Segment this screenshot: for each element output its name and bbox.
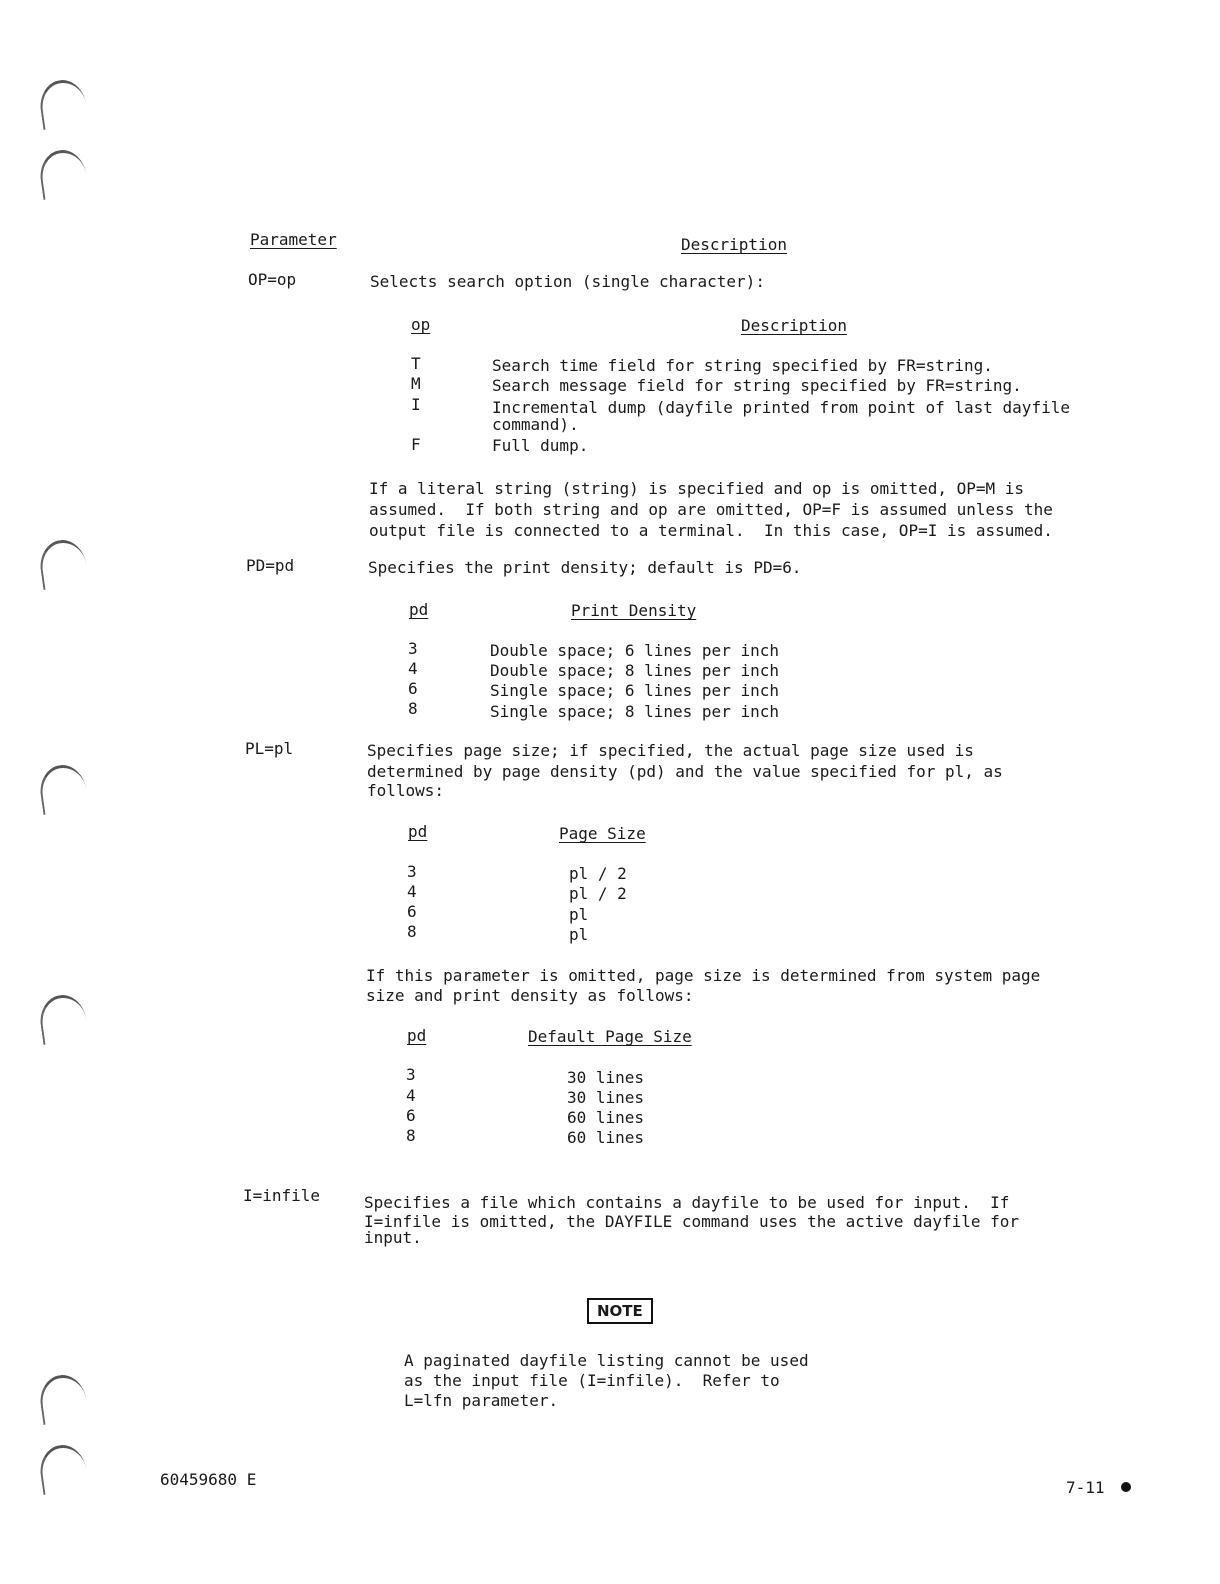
pl-table2-row-key: 6 — [406, 1106, 416, 1125]
pd-row-desc: Double space; 8 lines per inch — [490, 661, 779, 680]
footer-page-number: 7-11 — [1066, 1478, 1105, 1497]
binder-hole — [37, 147, 89, 200]
binder-hole — [37, 1442, 89, 1495]
pl-table2-row-desc: 60 lines — [567, 1108, 645, 1127]
param-infile-desc-line: I=infile is omitted, the DAYFILE command uses the active dayfile for — [364, 1212, 1020, 1231]
pd-row-key: 6 — [408, 679, 418, 698]
pd-row-key: 3 — [408, 639, 418, 658]
param-pl-intro-line: Specifies page size; if specified, the actual page size used is — [367, 741, 974, 760]
op-row-key: I — [411, 395, 421, 414]
footer-doc-number: 60459680 E — [160, 1470, 257, 1489]
note-label: NOTE — [587, 1298, 653, 1324]
pd-row-key: 4 — [408, 659, 418, 678]
op-row-key: F — [411, 435, 421, 454]
pd-table-head-key: pd — [409, 600, 429, 619]
param-pl-intro-line: determined by page density (pd) and the value specified for pl, as — [367, 762, 1003, 781]
pl-table1-head-desc: Page Size — [559, 824, 646, 843]
pl-para-line: If this parameter is omitted, page size is determined from system page — [366, 966, 1041, 985]
pl-table2-head-key: pd — [407, 1026, 427, 1045]
binder-hole — [37, 762, 89, 815]
op-row-desc: Incremental dump (dayfile printed from point of last dayfile — [492, 398, 1070, 417]
pd-table-head-desc: Print Density — [571, 601, 697, 620]
pl-table2-row-desc: 30 lines — [567, 1068, 645, 1087]
op-para-line: output file is connected to a terminal. In this case, OP=I is assumed. — [369, 521, 1053, 540]
column-header-parameter: Parameter — [250, 230, 337, 249]
pl-table1-row-desc: pl / 2 — [569, 864, 627, 883]
pl-table2-head-desc: Default Page Size — [528, 1027, 692, 1046]
pd-row-desc: Single space; 6 lines per inch — [490, 681, 779, 700]
param-op-name: OP=op — [248, 270, 297, 289]
pl-table2-row-desc: 30 lines — [567, 1088, 645, 1107]
param-pd-name: PD=pd — [246, 556, 295, 575]
note-text-line: A paginated dayfile listing cannot be used — [404, 1351, 809, 1370]
pd-row-key: 8 — [408, 699, 418, 718]
pl-table2-row-key: 4 — [406, 1086, 416, 1105]
param-pd-intro: Specifies the print density; default is PD=6. — [368, 558, 802, 577]
op-row-desc: Search time field for string specified by FR=string. — [492, 356, 993, 375]
op-row-desc: command). — [492, 415, 579, 434]
pl-table1-row-key: 4 — [407, 882, 417, 901]
pl-table1-head-key: pd — [408, 822, 428, 841]
pl-table1-row-desc: pl / 2 — [569, 884, 627, 903]
param-infile-desc-line: input. — [364, 1228, 422, 1247]
column-header-description: Description — [681, 235, 787, 254]
op-row-desc: Full dump. — [492, 436, 589, 455]
op-row-desc: Search message field for string specified by FR=string. — [492, 376, 1022, 395]
binder-hole — [37, 1372, 89, 1425]
pl-table2-row-key: 8 — [406, 1126, 416, 1145]
bullet-icon — [1121, 1482, 1131, 1492]
pl-table1-row-key: 3 — [407, 862, 417, 881]
pl-table1-row-key: 8 — [407, 922, 417, 941]
binder-hole — [37, 77, 89, 130]
binder-hole — [37, 537, 89, 590]
param-pl-intro-line: follows: — [367, 781, 445, 800]
param-infile-name: I=infile — [243, 1186, 321, 1205]
binder-hole — [37, 992, 89, 1045]
pd-row-desc: Single space; 8 lines per inch — [490, 702, 779, 721]
op-table-head-key: op — [411, 315, 431, 334]
param-op-intro: Selects search option (single character): — [370, 272, 765, 291]
param-pl-name: PL=pl — [245, 739, 294, 758]
op-para-line: assumed. If both string and op are omitted, OP=F is assumed unless the — [369, 500, 1053, 519]
pl-table2-row-key: 3 — [406, 1065, 416, 1084]
pl-table1-row-desc: pl — [569, 905, 589, 924]
note-text-line: L=lfn parameter. — [404, 1391, 559, 1410]
op-row-key: T — [411, 354, 421, 373]
pd-row-desc: Double space; 6 lines per inch — [490, 641, 779, 660]
note-text-line: as the input file (I=infile). Refer to — [404, 1371, 780, 1390]
pl-para-line: size and print density as follows: — [366, 986, 694, 1005]
pl-table1-row-key: 6 — [407, 902, 417, 921]
op-table-head-desc: Description — [741, 316, 847, 335]
pl-table1-row-desc: pl — [569, 925, 589, 944]
op-para-line: If a literal string (string) is specified and op is omitted, OP=M is — [369, 479, 1025, 498]
param-infile-desc-line: Specifies a file which contains a dayfile to be used for input. If — [364, 1193, 1010, 1212]
pl-table2-row-desc: 60 lines — [567, 1128, 645, 1147]
op-row-key: M — [411, 374, 421, 393]
